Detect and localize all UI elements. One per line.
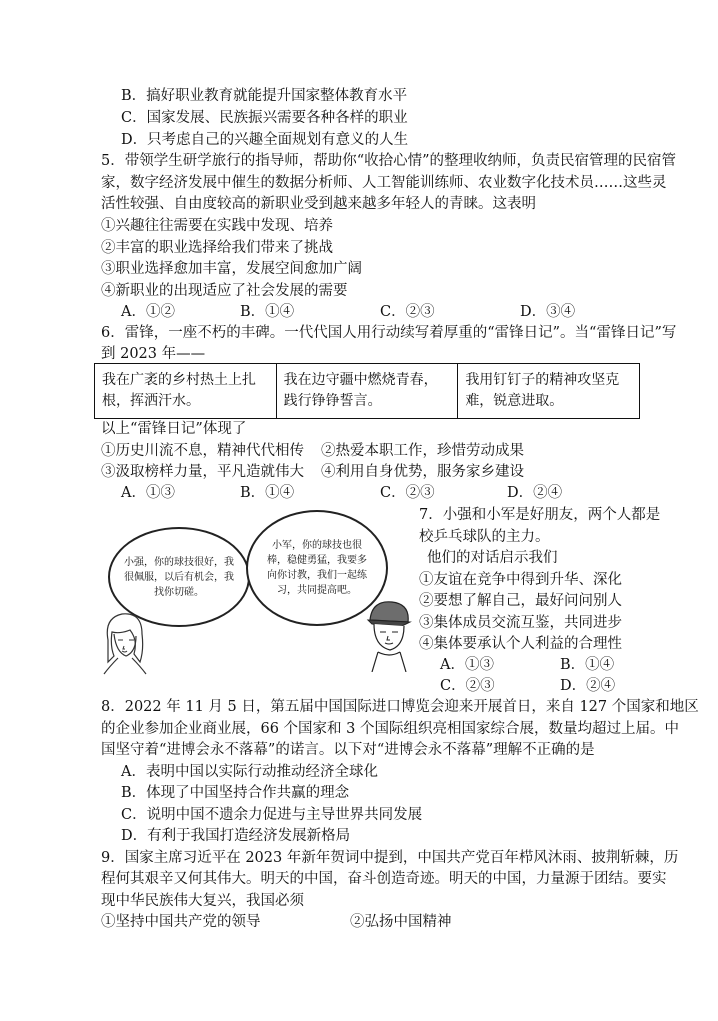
q7-item: ②要想了解自己，最好问问别人 (419, 593, 622, 609)
q8-stem-line: 8．2022 年 11 月 5 日，第五届中国国际进口博览会迎来开展首日，来自 127 个国家和地区 (101, 699, 699, 715)
q7-stem-line: 校乒乓球队的主力。 (419, 529, 550, 545)
q7-item: ①友谊在竞争中得到升华、深化 (419, 572, 622, 588)
q7-option-a: A．①③ (440, 657, 494, 673)
bubble-right-text: 小军，你的球技也很棒，稳健勇猛，我要多向你讨教，我们一起练习，共同提高吧。 (267, 540, 367, 596)
q7-item: ④集体要承认个人利益的合理性 (419, 636, 622, 652)
q5-item: ①兴趣往往需要在实践中发现、培养 (101, 218, 333, 234)
q5-option-a: A．①② (121, 304, 175, 320)
q9-stem-line: 现中华民族伟大复兴，我国必须 (101, 893, 304, 909)
xiaojun-figure (364, 598, 414, 672)
q7-option-b: B．①④ (560, 657, 615, 673)
q4-option-d: D．只考虑自己的兴趣全面规划有意义的人生 (121, 132, 409, 148)
q8-option-b: B．体现了中国坚持合作共赢的理念 (121, 785, 350, 801)
q6-item: ①历史川流不息，精神代代相传 (101, 443, 304, 459)
bubble-left-text: 小强，你的球技很好，我很佩服，以后有机会，我找你切磋。 (124, 556, 234, 598)
q8-option-d: D．有利于我国打造经济发展新格局 (121, 828, 351, 844)
q5-option-b: B．①④ (240, 304, 295, 320)
q9-stem-line: 9．国家主席习近平在 2023 年新年贺词中提到，中国共产党百年栉风沐雨、披荆斩棘，历 (101, 850, 679, 866)
q8-option-c: C．说明中国不遗余力促进与主导世界共同发展 (121, 807, 423, 823)
diary-cell: 我在广袤的乡村热土上扎根，挥洒汗水。 (95, 364, 277, 419)
q6-item: ②热爱本职工作，珍惜劳动成果 (321, 443, 524, 459)
q9-item: ②弘扬中国精神 (350, 914, 452, 930)
q9-stem-line: 程何其艰辛又何其伟大。明天的中国，奋斗创造奇迹。明天的中国，力量源于团结。要实 (101, 871, 667, 887)
q6-option-a: A．①③ (121, 485, 175, 501)
q6-prompt: 以上“雷锋日记”体现了 (101, 421, 247, 437)
q7-option-d: D．②④ (560, 678, 616, 694)
q5-stem-line: 5．带领学生研学旅行的指导师，帮助你“收拾心情”的整理收纳师，负责民宿管理的民宿管 (101, 153, 677, 169)
q5-stem-line: 活性较强、自由度较高的新职业受到越来越多年轻人的青睐。这表明 (101, 196, 536, 212)
q4-option-b: B．搞好职业教育就能提升国家整体教育水平 (121, 88, 408, 104)
q9-item: ①坚持中国共产党的领导 (101, 914, 261, 930)
lei-feng-diary-table (94, 363, 640, 419)
q7-prompt: 他们的对话启示我们 (427, 550, 558, 566)
q7-item: ③集体成员交流互鉴，共同进步 (419, 615, 622, 631)
q6-stem-line: 到 2023 年—— (101, 346, 206, 362)
q8-stem-line: 国坚守着“进博会永不落幕”的诺言。以下对“进博会永不落幕”理解不正确的是 (101, 742, 595, 758)
q5-item: ②丰富的职业选择给我们带来了挑战 (101, 240, 333, 256)
q5-option-d: D．③④ (520, 304, 576, 320)
q6-item: ③汲取榜样力量，平凡造就伟大 (101, 464, 304, 480)
q6-option-b: B．①④ (240, 485, 295, 501)
q5-item: ③职业选择愈加丰富，发展空间愈加广阔 (101, 261, 362, 277)
q6-option-d: D．②④ (507, 485, 563, 501)
q6-item: ④利用自身优势，服务家乡建设 (321, 464, 524, 480)
diary-cell: 我在边守疆中燃烧青春，践行铮铮誓言。 (276, 364, 458, 419)
q6-stem-line: 6．雷锋，一座不朽的丰碑。一代代国人用行动续写着厚重的“雷锋日记”。当“雷锋日记”写 (101, 325, 677, 341)
q8-stem-line: 的企业参加企业商业展，66 个国家和 3 个国际组织亮相国家综合展，数量均超过上届。中 (101, 721, 679, 737)
xiaoqiang-figure (100, 610, 148, 676)
q4-option-c: C．国家发展、民族振兴需要各种各样的职业 (121, 110, 408, 126)
q8-option-a: A．表明中国以实际行动推动经济全球化 (121, 764, 378, 780)
diary-cell: 我用钉钉子的精神攻坚克难，锐意进取。 (458, 364, 640, 419)
q6-option-c: C．②③ (380, 485, 435, 501)
q5-item: ④新职业的出现适应了社会发展的需要 (101, 283, 348, 299)
q7-stem-line: 7．小强和小军是好朋友，两个人都是 (419, 507, 661, 523)
q7-option-c: C．②③ (440, 678, 495, 694)
q5-option-c: C．②③ (380, 304, 435, 320)
q5-stem-line: 家，数字经济发展中催生的数据分析师、人工智能训练师、农业数字化技术员……这些灵 (101, 175, 667, 191)
